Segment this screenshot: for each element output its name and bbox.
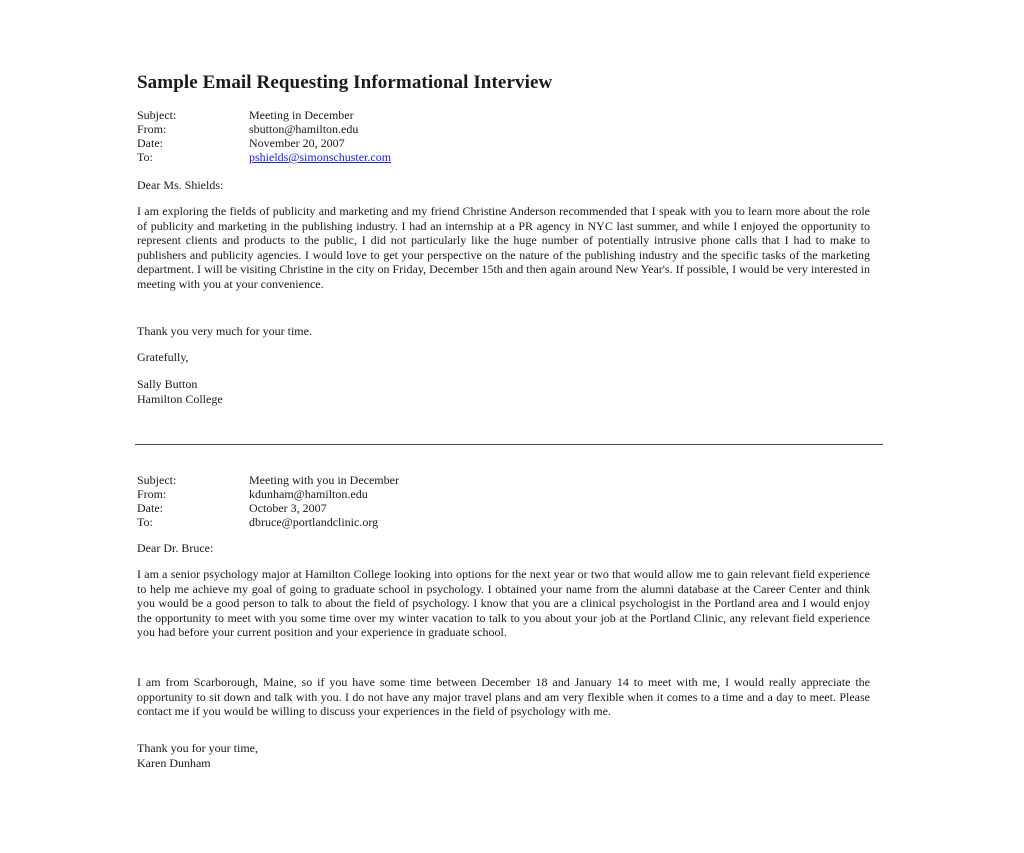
header-key: From: bbox=[137, 487, 167, 501]
header-key: Date: bbox=[137, 136, 163, 150]
email-1-header bbox=[137, 108, 391, 164]
email-2-paragraph: I am a senior psychology major at Hamilton College looking into options for the next year or two that would allow me to gain relevant field experience to help me achieve my goal of going to graduate school in psychology. I obtained your name from the alumni database at the Career Center and think you would be a good person to talk to about the field of psychology. I know that you are a clinical psychologist in the Portland area and I would enjoy the opportunity to meet with you some time over my winter vacation to talk to you about your job at the Portland Clinic, any relevant field experience you had before your current position and your experience in graduate school. bbox=[137, 567, 870, 639]
header-value: Meeting with you in December bbox=[249, 473, 399, 487]
email-1-paragraph: I am exploring the fields of publicity and marketing and my friend Christine Anderson recommended that I speak with you to learn more about the role of publicity and marketing in the publishing industry. I had an internship at a PR agency in NYC last summer, and while I enjoyed the opportunity to represent clients and products to the public, I did not particularly like the huge number of potentially intrusive phone calls that I had to make to publishers and publicity agencies. I would love to get your perspective on the nature of the publishing industry and the specific tasks of the marketing department. I will be visiting Christine in the city on Friday, December 15th and then again around New Year's. If possible, I would be very interested in meeting with you at your convenience. bbox=[137, 204, 870, 291]
header-row-from bbox=[137, 487, 399, 501]
recipient-email-link[interactable]: pshields@simonschuster.com bbox=[249, 150, 392, 164]
email-1-greeting: Dear Ms. Shields: bbox=[137, 178, 224, 192]
header-row-from bbox=[137, 122, 391, 136]
header-key: Subject: bbox=[137, 108, 177, 122]
header-value: dbruce@portlandclinic.org bbox=[249, 515, 379, 529]
email-1-closing: Gratefully, bbox=[137, 350, 189, 364]
header-value: November 20, 2007 bbox=[249, 136, 345, 150]
email-2-thanks: Thank you for your time, bbox=[137, 741, 258, 755]
header-value: kdunham@hamilton.edu bbox=[249, 487, 368, 501]
header-key: To: bbox=[137, 150, 153, 164]
email-1-signature-name: Sally Button bbox=[137, 377, 198, 391]
header-value: October 3, 2007 bbox=[249, 501, 327, 515]
email-1-signature-org: Hamilton College bbox=[137, 392, 223, 406]
header-key: Subject: bbox=[137, 473, 177, 487]
header-key: Date: bbox=[137, 501, 163, 515]
header-row-date bbox=[137, 501, 399, 515]
email-2-signature-name: Karen Dunham bbox=[137, 756, 211, 770]
document-title: Sample Email Requesting Informational Interview bbox=[137, 72, 553, 93]
email-2-header bbox=[137, 473, 399, 529]
header-key: To: bbox=[137, 515, 153, 529]
email-1-thanks: Thank you very much for your time. bbox=[137, 324, 312, 338]
header-value: Meeting in December bbox=[249, 108, 354, 122]
divider bbox=[135, 444, 883, 445]
header-row-to bbox=[137, 150, 391, 164]
header-row-subject bbox=[137, 108, 391, 122]
header-value: sbutton@hamilton.edu bbox=[249, 122, 359, 136]
header-row-to bbox=[137, 515, 399, 529]
header-row-date bbox=[137, 136, 391, 150]
header-row-subject bbox=[137, 473, 399, 487]
email-2-paragraph: I am from Scarborough, Maine, so if you have some time between December 18 and January 14 to meet with me, I would really appreciate the opportunity to sit down and talk with you. I do not have any major travel plans and am very flexible when it comes to a time and a day to meet. Please contact me if you would be willing to discuss your experiences in the field of psychology with me. bbox=[137, 675, 870, 718]
header-key: From: bbox=[137, 122, 167, 136]
email-2-greeting: Dear Dr. Bruce: bbox=[137, 541, 214, 555]
